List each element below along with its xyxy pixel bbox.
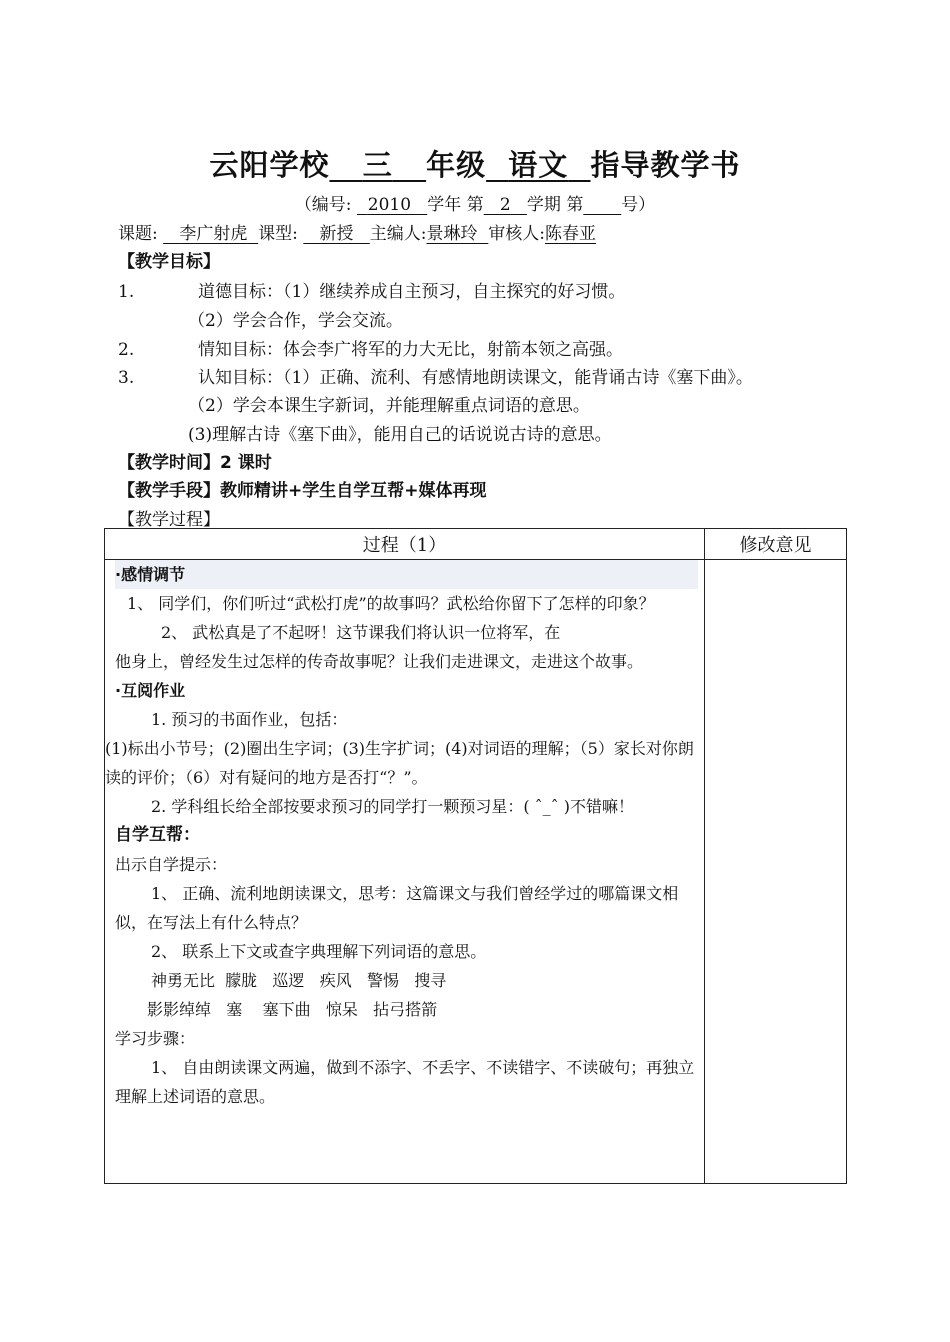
reviewer-label: 审核人: [488, 224, 546, 244]
word-list: 神勇无比 朦胧 巡逻 疾风 警惕 搜寻 [151, 971, 447, 990]
editor-value: 景琳玲 [426, 224, 478, 244]
grade-value: 三 [362, 148, 393, 182]
grade-label: 年级 [426, 148, 487, 182]
word-list: 影影绰绰 塞 塞下曲 惊呆 拈弓搭箭 [147, 1000, 438, 1019]
title-tail: 指导教学书 [590, 148, 741, 182]
section-selfstudy-title: 自学互帮： [115, 825, 200, 845]
objective-1: 1. 道德目标：（1）继续养成自主预习，自主探究的好习惯。 [118, 282, 626, 302]
year-value: 2010 [367, 195, 412, 215]
time-line: 【教学时间】2 课时 [118, 453, 272, 473]
col-revision-header: 修改意见 [705, 529, 847, 560]
paragraph: 2、 联系上下文或查字典理解下列词语的意思。 [151, 942, 487, 961]
paragraph: 他身上，曾经发生过怎样的传奇故事呢？让我们走进课文，走进这个故事。 [115, 652, 644, 671]
info-line [118, 219, 596, 244]
paragraph: 1、 同学们，你们听过“武松打虎”的故事吗？武松给你留下了怎样的印象？ [127, 594, 655, 613]
objective-3-sub-2: （2）学会本课生字新词，并能理解重点词语的意思。 [188, 396, 590, 416]
document-title [0, 143, 950, 184]
term-value: 2 [499, 195, 511, 215]
paragraph: 1、 正确、流利地朗读课文，思考：这篇课文与我们曾经学过的哪篇课文相似，在写法上有什么特点？ [115, 884, 679, 932]
paragraph: 1、 自由朗读课文两遍，做到不添字、不丢字、不读错字、不读破句；再独立理解上述词语的意思。 [115, 1058, 695, 1106]
reviewer-value: 陈春亚 [545, 224, 597, 244]
paragraph: 1. 预习的书面作业，包括： [151, 710, 348, 729]
process-content [105, 560, 705, 1184]
objectives-heading: 【教学目标】 [118, 252, 220, 272]
paragraph: (1)标出小节号；(2)圈出生字词；(3)生字扩词；(4)对词语的理解；（5）家长对你朗读的评价；（6）对有疑问的地方是否打“？”。 [105, 739, 694, 787]
means-line: 【教学手段】教师精讲+学生自学互帮+媒体再现 [118, 481, 487, 501]
number-line [0, 190, 950, 215]
year-label: 学年 第 [427, 195, 484, 215]
table-header-row [105, 529, 847, 560]
process-heading: 【教学过程】 [118, 510, 220, 530]
school-name: 云阳学校 [209, 148, 330, 182]
number-close: 号） [621, 195, 656, 215]
col-process-header: 过程（1） [105, 529, 705, 560]
section-homework-title: ·互阅作业 [115, 681, 186, 700]
paragraph: 2、 武松真是了不起呀！这节课我们将认识一位将军，在 [161, 623, 561, 642]
paragraph: 出示自学提示： [115, 855, 228, 874]
term-label: 学期 第 [526, 195, 584, 215]
number-value [583, 195, 621, 215]
objective-1-sub: （2）学会合作，学会交流。 [188, 311, 403, 331]
paragraph: 学习步骤： [115, 1029, 196, 1048]
subject-value: 语文 [508, 148, 569, 182]
type-label: 课型: [258, 224, 298, 244]
number-open: （编号: [294, 195, 352, 215]
paragraph: 2. 学科组长给全部按要求预习的同学打一颗预习星：( ˆ_ˆ )不错嘛！ [151, 797, 635, 816]
objective-2: 2. 情知目标：体会李广将军的力大无比，射箭本领之高强。 [118, 340, 623, 360]
topic-label: 课题: [118, 224, 158, 244]
revision-column [705, 560, 847, 1184]
process-table [104, 528, 847, 1184]
table-row [105, 560, 847, 1184]
type-value: 新授 [319, 224, 354, 244]
objective-3: 3. 认知目标：（1）正确、流利、有感情地朗读课文，能背诵古诗《塞下曲》。 [118, 368, 753, 388]
section-emotion-title: ·感情调节 [115, 560, 698, 589]
editor-label: 主编人: [369, 224, 427, 244]
topic-value: 李广射虎 [179, 224, 248, 244]
objective-3-sub-3: (3)理解古诗《塞下曲》，能用自己的话说说古诗的意思。 [188, 425, 612, 445]
